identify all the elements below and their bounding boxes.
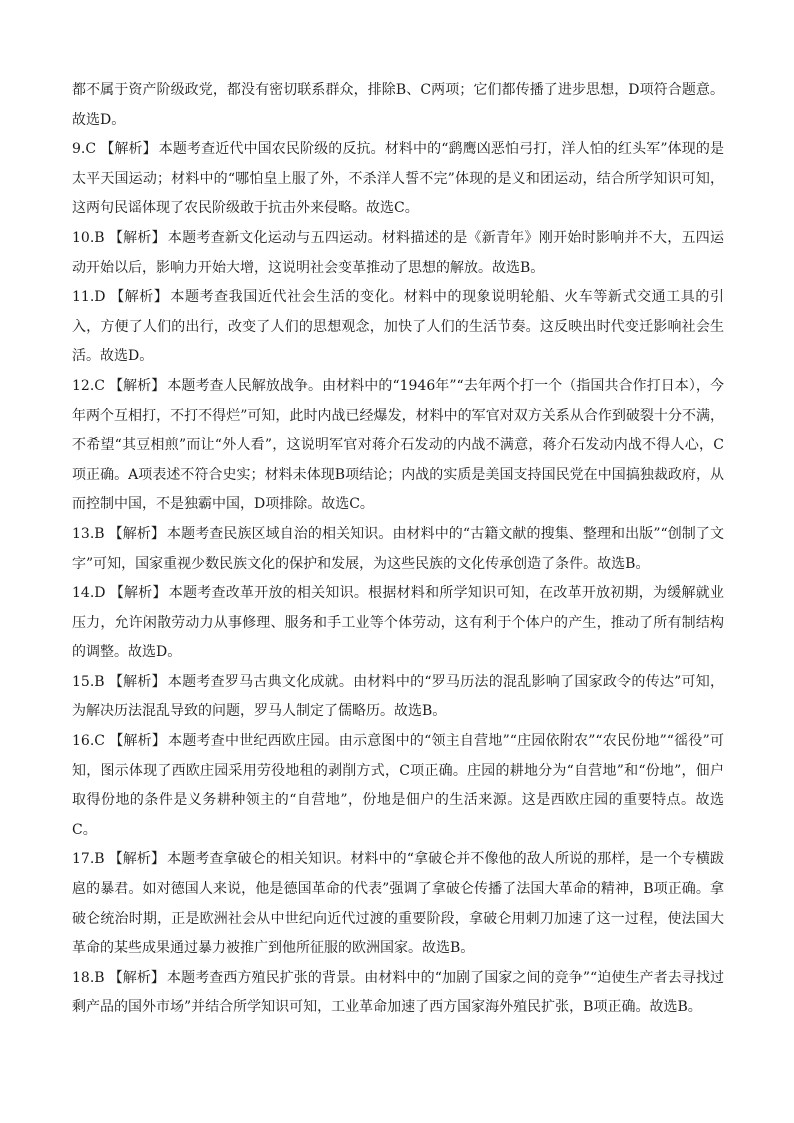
answer-page [72, 76, 724, 1023]
answer-text: 本题考查我国近代社会生活的变化。材料中的现象说明轮船、火车等新式交通工具的引入，方便了人们的出行，改变了人们的思想观念，加快了人们的生活节奏。这反映出时代变迁影响社会生活。故选D。 [72, 289, 725, 365]
question-number: 9.C [72, 141, 97, 158]
answer-text: 本题考查中世纪西欧庄园。由示意图中的“领主自营地”“庄园依附农”“农民份地”“徭役”可知，图示体现了西欧庄园采用劳役地租的剥削方式，C项正确。庄园的耕地分为“自营地”和“份地”，佃户取得份地的条件是义务耕种领主的“自营地”，份地是佃户的生活来源。这是西欧庄园的重要特点。故选C。 [72, 733, 724, 838]
question-number: 15.B [72, 673, 105, 690]
analysis-tag: 【解析】 [108, 229, 166, 246]
answer-paragraph-17 [72, 845, 724, 963]
answer-text: 本题考查人民解放战争。由材料中的“1946年”“去年两个打一个（指国共合作打日本），今年两个互相打，不打不得烂”可知，此时内战已经爆发，材料中的军官对双方关系从合作到破裂十分不满，不希望“其豆相煎”而让“外人看”，这说明军官对蒋介石发动的内战不满意，蒋介石发动内战不得人心，C项正确。A项表述不符合史实；材料未体现B项结论；内战的实质是美国支持国民党在中国搞独裁政府，从而控制中国，不是独霸中国，D项排除。故选C。 [72, 377, 725, 513]
answer-text: 本题考查改革开放的相关知识。根据材料和所学知识可知，在改革开放初期，为缓解就业压力，允许闲散劳动力从事修理、服务和手工业等个体劳动，这有利于个体户的产生，推动了所有制结构的调整。故选D。 [72, 585, 725, 661]
answer-text: 都不属于资产阶级政党，都没有密切联系群众，排除B、C两项；它们都传播了进步思想，D项符合题意。故选D。 [72, 82, 724, 128]
analysis-tag: 【解析】 [109, 585, 167, 602]
answer-paragraph-9 [72, 135, 724, 224]
answer-text: 本题考查罗马古典文化成就。由材料中的“罗马历法的混乱影响了国家政令的传达”可知，为解决历法混乱导致的问题，罗马人制定了儒略历。故选B。 [72, 673, 725, 720]
question-number: 10.B [72, 229, 105, 246]
answer-paragraph-13 [72, 520, 724, 579]
answer-paragraph-12 [72, 372, 724, 520]
analysis-tag: 【解析】 [108, 673, 166, 690]
answer-text: 本题考查民族区域自治的相关知识。由材料中的“古籍文献的搜集、整理和出版”“创制了文字”可知，国家重视少数民族文化的保护和发展，为这些民族的文化传承创造了条件。故选B。 [72, 525, 724, 572]
answer-paragraph-16 [72, 727, 724, 845]
analysis-tag: 【解析】 [108, 525, 166, 542]
question-number: 13.B [72, 525, 105, 542]
answer-text: 本题考查拿破仑的相关知识。材料中的“拿破仑并不像他的敌人所说的那样，是一个专横跋扈的暴君。如对德国人来说，他是德国革命的代表”强调了拿破仑传播了法国大革命的精神，B项正确。拿破仑统治时期，正是欧洲社会从中世纪向近代过渡的重要阶段，拿破仑用刺刀加速了这一过程，使法国大革命的某些成果通过暴力被推广到他所征服的欧洲国家。故选B。 [72, 851, 725, 957]
analysis-tag: 【解析】 [108, 969, 166, 986]
analysis-tag: 【解析】 [108, 377, 166, 394]
answer-paragraph-15 [72, 668, 724, 727]
analysis-tag: 【解析】 [108, 733, 167, 750]
answer-paragraph-14 [72, 579, 724, 668]
answer-paragraph-continued [72, 76, 724, 135]
question-number: 12.C [72, 377, 105, 394]
answer-paragraph-11 [72, 283, 724, 372]
question-number: 14.D [72, 585, 106, 602]
answer-paragraph-10 [72, 224, 724, 283]
answer-text: 本题考查西方殖民扩张的背景。由材料中的“加剧了国家之间的竞争”“迫使生产者去寻找过剩产品的国外市场”并结合所学知识可知，工业革命加速了西方国家海外殖民扩张，B项正确。故选B。 [72, 969, 724, 1016]
question-number: 18.B [72, 969, 105, 986]
question-number: 17.B [72, 851, 105, 868]
analysis-tag: 【解析】 [100, 141, 157, 158]
question-number: 11.D [72, 289, 106, 306]
answer-paragraph-18 [72, 964, 724, 1023]
analysis-tag: 【解析】 [108, 851, 166, 868]
question-number: 16.C [72, 733, 105, 750]
answer-text: 本题考查近代中国农民阶级的反抗。材料中的“鹞鹰凶恶怕弓打，洋人怕的红头军”体现的是太平天国运动；材料中的“哪怕皇上服了外，不杀洋人誓不完”体现的是义和团运动，结合所学知识可知，这两句民谣体现了农民阶级敢于抗击外来侵略。故选C。 [72, 141, 725, 217]
analysis-tag: 【解析】 [109, 289, 169, 306]
answer-text: 本题考查新文化运动与五四运动。材料描述的是《新青年》刚开始时影响并不大，五四运动开始以后，影响力开始大增，这说明社会变革推动了思想的解放。故选B。 [72, 229, 725, 276]
